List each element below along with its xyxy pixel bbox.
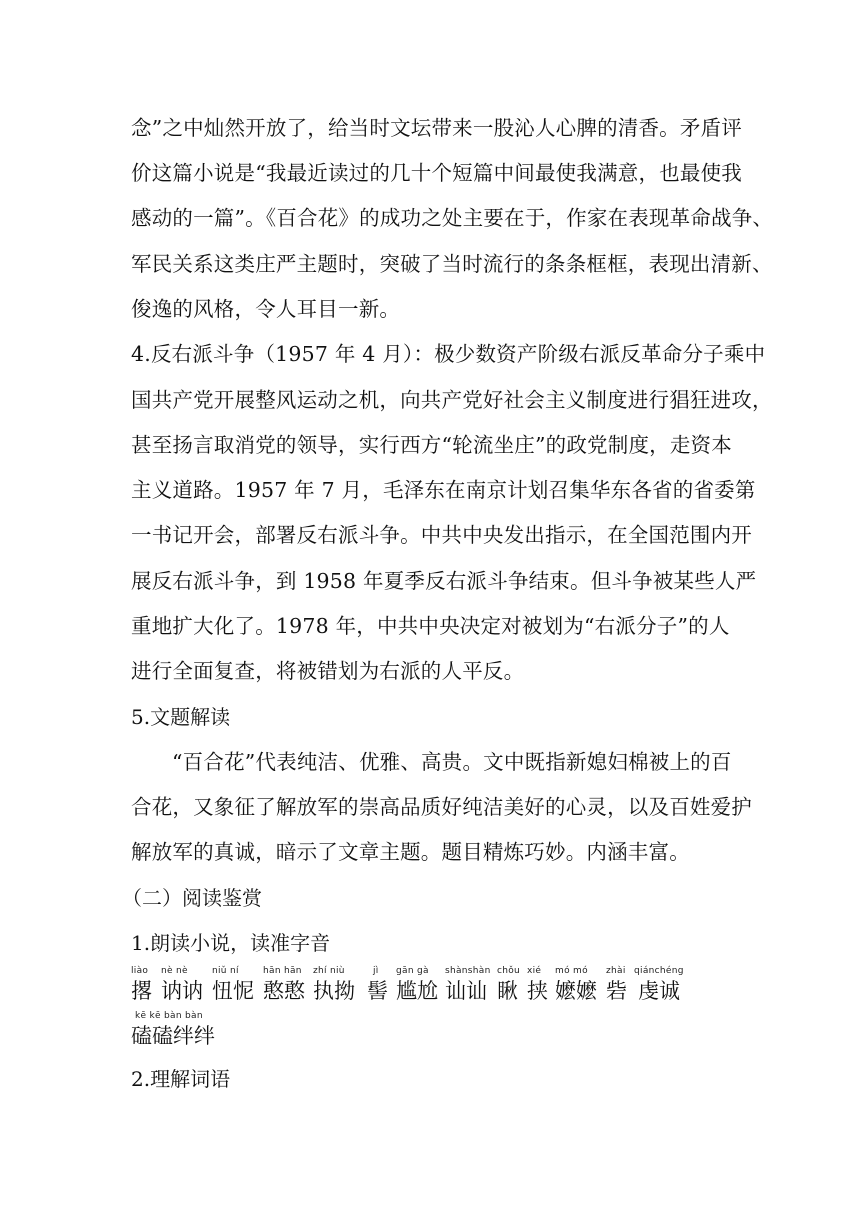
pinyin-word: niǔ ní 忸怩 [212, 966, 254, 1003]
pinyin-word: zhí niù 执拗 [313, 966, 355, 1003]
text-line: 军民关系这类庄严主题时，突破了当时流行的条条框框，表现出清新、 [131, 252, 773, 276]
text-line: 重地扩大化了。1978 年，中共中央决定对被划为“右派分子”的人 [131, 614, 730, 638]
text-line: 进行全面复查，将被错划为右派的人平反。 [131, 659, 525, 683]
text-line: 国共产党开展整风运动之机，向共产党好社会主义制度进行猖狂进攻， [131, 388, 773, 412]
list-item-anti-rightist: 4.反右派斗争（1957 年 4 月）：极少数资产阶级右派反革命分子乘中 [131, 342, 766, 366]
pinyin-row [131, 1011, 331, 1071]
text-line: 合花，又象征了解放军的崇高品质好纯洁美好的心灵，以及百姓爱护 [131, 795, 752, 819]
pinyin-word: gān gà 尴尬 [396, 966, 438, 1003]
pinyin-word: kē kē bàn bàn 磕磕绊绊 [131, 1011, 215, 1048]
text-line: 解放军的真诚，暗示了文章主题。题目精炼巧妙。内涵丰富。 [131, 840, 690, 864]
pinyin-word: zhài 砦 [606, 966, 627, 1003]
pinyin-word: xié 挟 [527, 966, 548, 1003]
text-line: “百合花”代表纯洁、优雅、高贵。文中既指新媳妇棉被上的百 [172, 750, 732, 774]
pinyin-word: chǒu 瞅 [497, 966, 521, 1003]
text-line: 展反右派斗争，到 1958 年夏季反右派斗争结束。但斗争被某些人严 [131, 569, 757, 593]
text-line: 一书记开会，部署反右派斗争。中共中央发出指示，在全国范围内开 [131, 523, 752, 547]
text-line: 念”之中灿然开放了，给当时文坛带来一股沁人心脾的清香。矛盾评 [131, 116, 742, 140]
text-line: 感动的一篇”。《百合花》的成功之处主要在于，作家在表现革命战争、 [131, 206, 774, 230]
pinyin-word: hān hān 憨憨 [263, 966, 305, 1003]
section-heading-reading-appreciation: （二）阅读鉴赏 [122, 886, 262, 910]
pinyin-word: shànshàn 讪讪 [445, 966, 491, 1003]
text-line: 主义道路。1957 年 7 月，毛泽东在南京计划召集华东各省的省委第 [131, 478, 756, 502]
text-line: 俊逸的风格，令人耳目一新。 [131, 297, 401, 321]
pinyin-word: jì 髻 [367, 966, 388, 1003]
section-heading-title-interpretation: 5.文题解读 [131, 705, 231, 729]
text-line: 甚至扬言取消党的领导，实行西方“轮流坐庄”的政党制度，走资本 [131, 433, 732, 457]
pinyin-word: qiánchéng 虔诚 [634, 966, 684, 1003]
text-line: 价这篇小说是“我最近读过的几十个短篇中间最使我满意，也最使我 [131, 161, 742, 185]
pinyin-word: mó mó 嬷嬷 [555, 966, 597, 1003]
section-heading-vocabulary: 2.理解词语 [131, 1067, 231, 1091]
pinyin-word: nè nè 讷讷 [161, 966, 203, 1003]
pinyin-word: liào 撂 [131, 966, 152, 1003]
section-heading-pronunciation: 1.朗读小说，读准字音 [131, 931, 331, 955]
